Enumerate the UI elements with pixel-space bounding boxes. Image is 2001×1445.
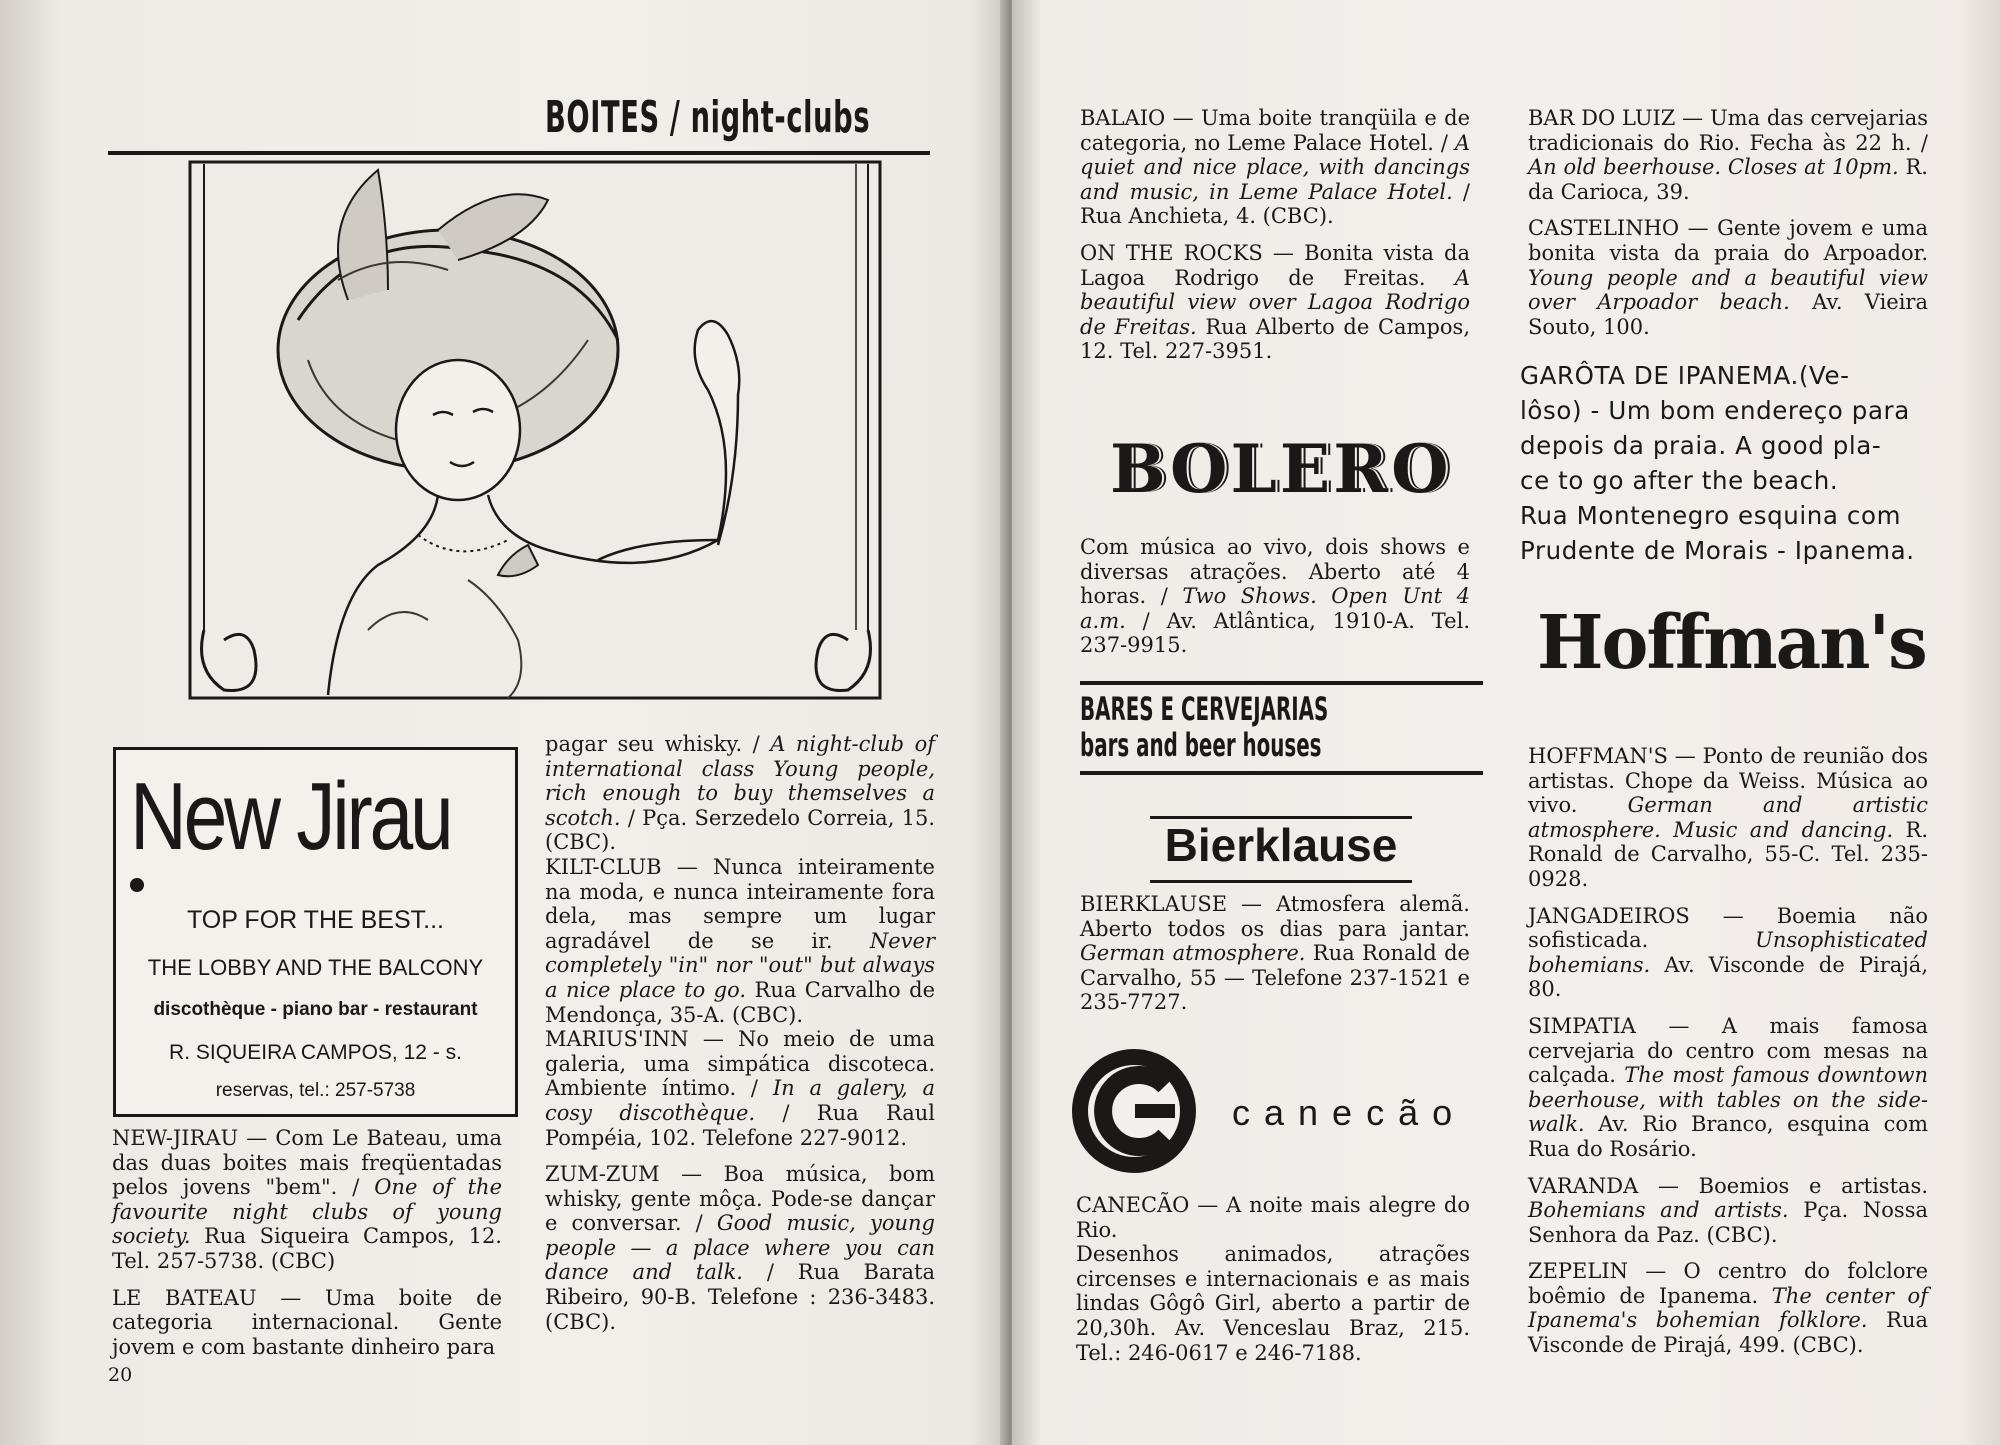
ad-tagline: TOP FOR THE BEST... <box>186 906 444 934</box>
bars-rule-top <box>1080 681 1483 685</box>
entry-new-jirau: NEW-JIRAU — Com Le Bateau, uma das duas boites mais freqüentadas pelos jovens "bem". / One of the favourite night clubs of young society. Rua Siqueira Campos, 12. Tel. 257-5738. (CBC) <box>112 1126 502 1273</box>
section-title: BOITES / night-clubs <box>545 92 871 143</box>
garota-entry: GARÔTA DE IPANEMA.(Ve- lôso) - Um bom endereço para depois da praia. A good pla- ce to go after the beach. Rua Montenegro esquina com Prudente de Morais - Ipanema. <box>1520 361 1915 565</box>
entry-marius-inn: MARIUS'INN — No meio de uma galeria, uma simpática discoteca. Ambiente íntimo. / In a galery, a cosy discothèque. / Rua Raul Pompéia, 102. Telefone 227-9012. <box>545 1027 935 1150</box>
entry-on-the-rocks: ON THE ROCKS — Bonita vista da Lagoa Rodrigo de Freitas. A beautiful view over Lagoa Rodrigo de Freitas. Rua Alberto de Campos, 12. Tel. 227-3951. <box>1080 240 1471 364</box>
canecao-entry: CANECÃO — A noite mais alegre do Rio. Desenhos animados, atrações circenses e internacionais e as mais lindas Gôgô Girl, aberto a partir de 20,30h. Av. Venceslau Braz, 215. Tel.: 246-0617 e 246-7188. <box>1076 1193 1470 1365</box>
ad-address: R. SIQUEIRA CAMPOS, 12 - s. <box>169 1041 462 1064</box>
woman-with-feathered-hat-illustration <box>188 160 882 700</box>
entry-balaio: BALAIO — Uma boite tranqüila e de categoria, no Leme Palace Hotel. / A quiet and nice place, with dancings and music, in Leme Palace Hotel. / Rua Anchieta, 4. (CBC). <box>1080 106 1470 229</box>
bierklause-rule-bottom <box>1150 880 1412 883</box>
right-page <box>1012 0 2001 1445</box>
bierklause-entry: BIERKLAUSE — Atmosfera alemã. Aberto todos os dias para jantar. German atmosphere. Rua Ronald de Carvalho, 55 — Telefone 237-1521 e 235-7727. <box>1080 892 1470 1015</box>
entry-bar-do-luiz: BAR DO LUIZ — Uma das cervejarias tradicionais do Rio. Fecha às 22 h. / An old beerhouse. Closes at 10pm. R. da Carioca, 39. <box>1528 106 1928 204</box>
title-rule <box>108 151 930 155</box>
bars-heading-en: bars and beer houses <box>1080 726 1322 764</box>
canecao-logo-text: canecão <box>1232 1092 1467 1133</box>
bierklause-logo: Bierklause <box>1164 819 1398 871</box>
ad-phone: reservas, tel.: 257-5738 <box>215 1080 416 1101</box>
ad-subtitle: THE LOBBY AND THE BALCONY <box>147 955 484 980</box>
hoffmans-logo: Hoffman's <box>1537 600 1926 686</box>
entry-le-bateau: LE BATEAU — Uma boite de categoria internacional. Gente jovem e com bastante dinheiro para <box>112 1285 502 1359</box>
right-column-2-bottom <box>1528 744 1928 1370</box>
logo-dot-icon <box>130 878 144 892</box>
entry-simpatia: SIMPATIA — A mais famosa cervejaria do centro com mesas na calçada. The most famous downtown beerhouse, with tables on the side-walk. Av. Rio Branco, esquina com Rua do Rosário. <box>1528 1013 1929 1161</box>
left-column-1 <box>112 1126 502 1371</box>
bolero-logo: BOLERO <box>1110 430 1452 508</box>
entry-zepelin: ZEPELIN — O centro do folclore boêmio de Ipanema. The center of Ipanema's bohemian folklore. Rua Visconde de Pirajá, 499. (CBC). <box>1528 1259 1928 1358</box>
page-number: 20 <box>108 1364 133 1386</box>
entry-jangadeiros: JANGADEIROS — Boemia não sofisticada. Unsophisticated bohemians. Av. Visconde de Pirajá, 80. <box>1528 903 1928 1002</box>
entry-zum-zum: ZUM-ZUM — Boa música, bom whisky, gente môça. Pode-se dançar e conversar. / Good music, young people — a place where you can dance and talk. / Rua Barata Ribeiro, 90-B. Telefone : 236-3483. (CBC). <box>545 1162 935 1334</box>
entry-varanda: VARANDA — Boemios e artistas. Bohemians and artists. Pça. Nossa Senhora da Paz. (CBC). <box>1528 1173 1929 1247</box>
entry-le-bateau-cont: pagar seu whisky. / A night-club of international class Young people, rich enough to buy themselves a scotch. / Pça. Serzedelo Correia, 15. (CBC). <box>545 732 935 855</box>
ad-services: discothèque - piano bar - restaurant <box>153 999 478 1020</box>
entry-kilt-club: KILT-CLUB — Nunca inteiramente na moda, e nunca inteiramente fora dela, mas sempre um lugar agradável de se ir. Never completely "in" nor "out" but always a nice place to go. Rua Carvalho de Mendonça, 35-A. (CBC). <box>545 854 936 1027</box>
bolero-entry: Com música ao vivo, dois shows e diversas atrações. Aberto até 4 horas. / Two Shows. Open Unt 4 a.m. / Av. Atlântica, 1910-A. Tel. 237-9915. <box>1080 535 1470 658</box>
bars-rule-bottom <box>1080 771 1483 775</box>
entry-hoffmans: HOFFMAN'S — Ponto de reunião dos artistas. Chope da Weiss. Música ao vivo. German and artistic atmosphere. Music and dancing. R. Ronald de Carvalho, 55-C. Tel. 235-0928. <box>1528 744 1928 891</box>
right-column-1-top <box>1080 106 1470 376</box>
left-column-2 <box>545 732 935 1346</box>
canecao-c-logo-icon <box>1069 1046 1199 1176</box>
bars-heading-pt: BARES E CERVEJARIAS <box>1080 690 1329 728</box>
entry-castelinho: CASTELINHO — Gente jovem e uma bonita vista da praia do Arpoador. Young people and a beautiful view over Arpoador beach. Av. Vieira Souto, 100. <box>1528 216 1928 339</box>
new-jirau-ad <box>113 747 518 1117</box>
right-column-2-top <box>1528 106 1928 351</box>
new-jirau-logo: New Jirau <box>130 763 451 870</box>
